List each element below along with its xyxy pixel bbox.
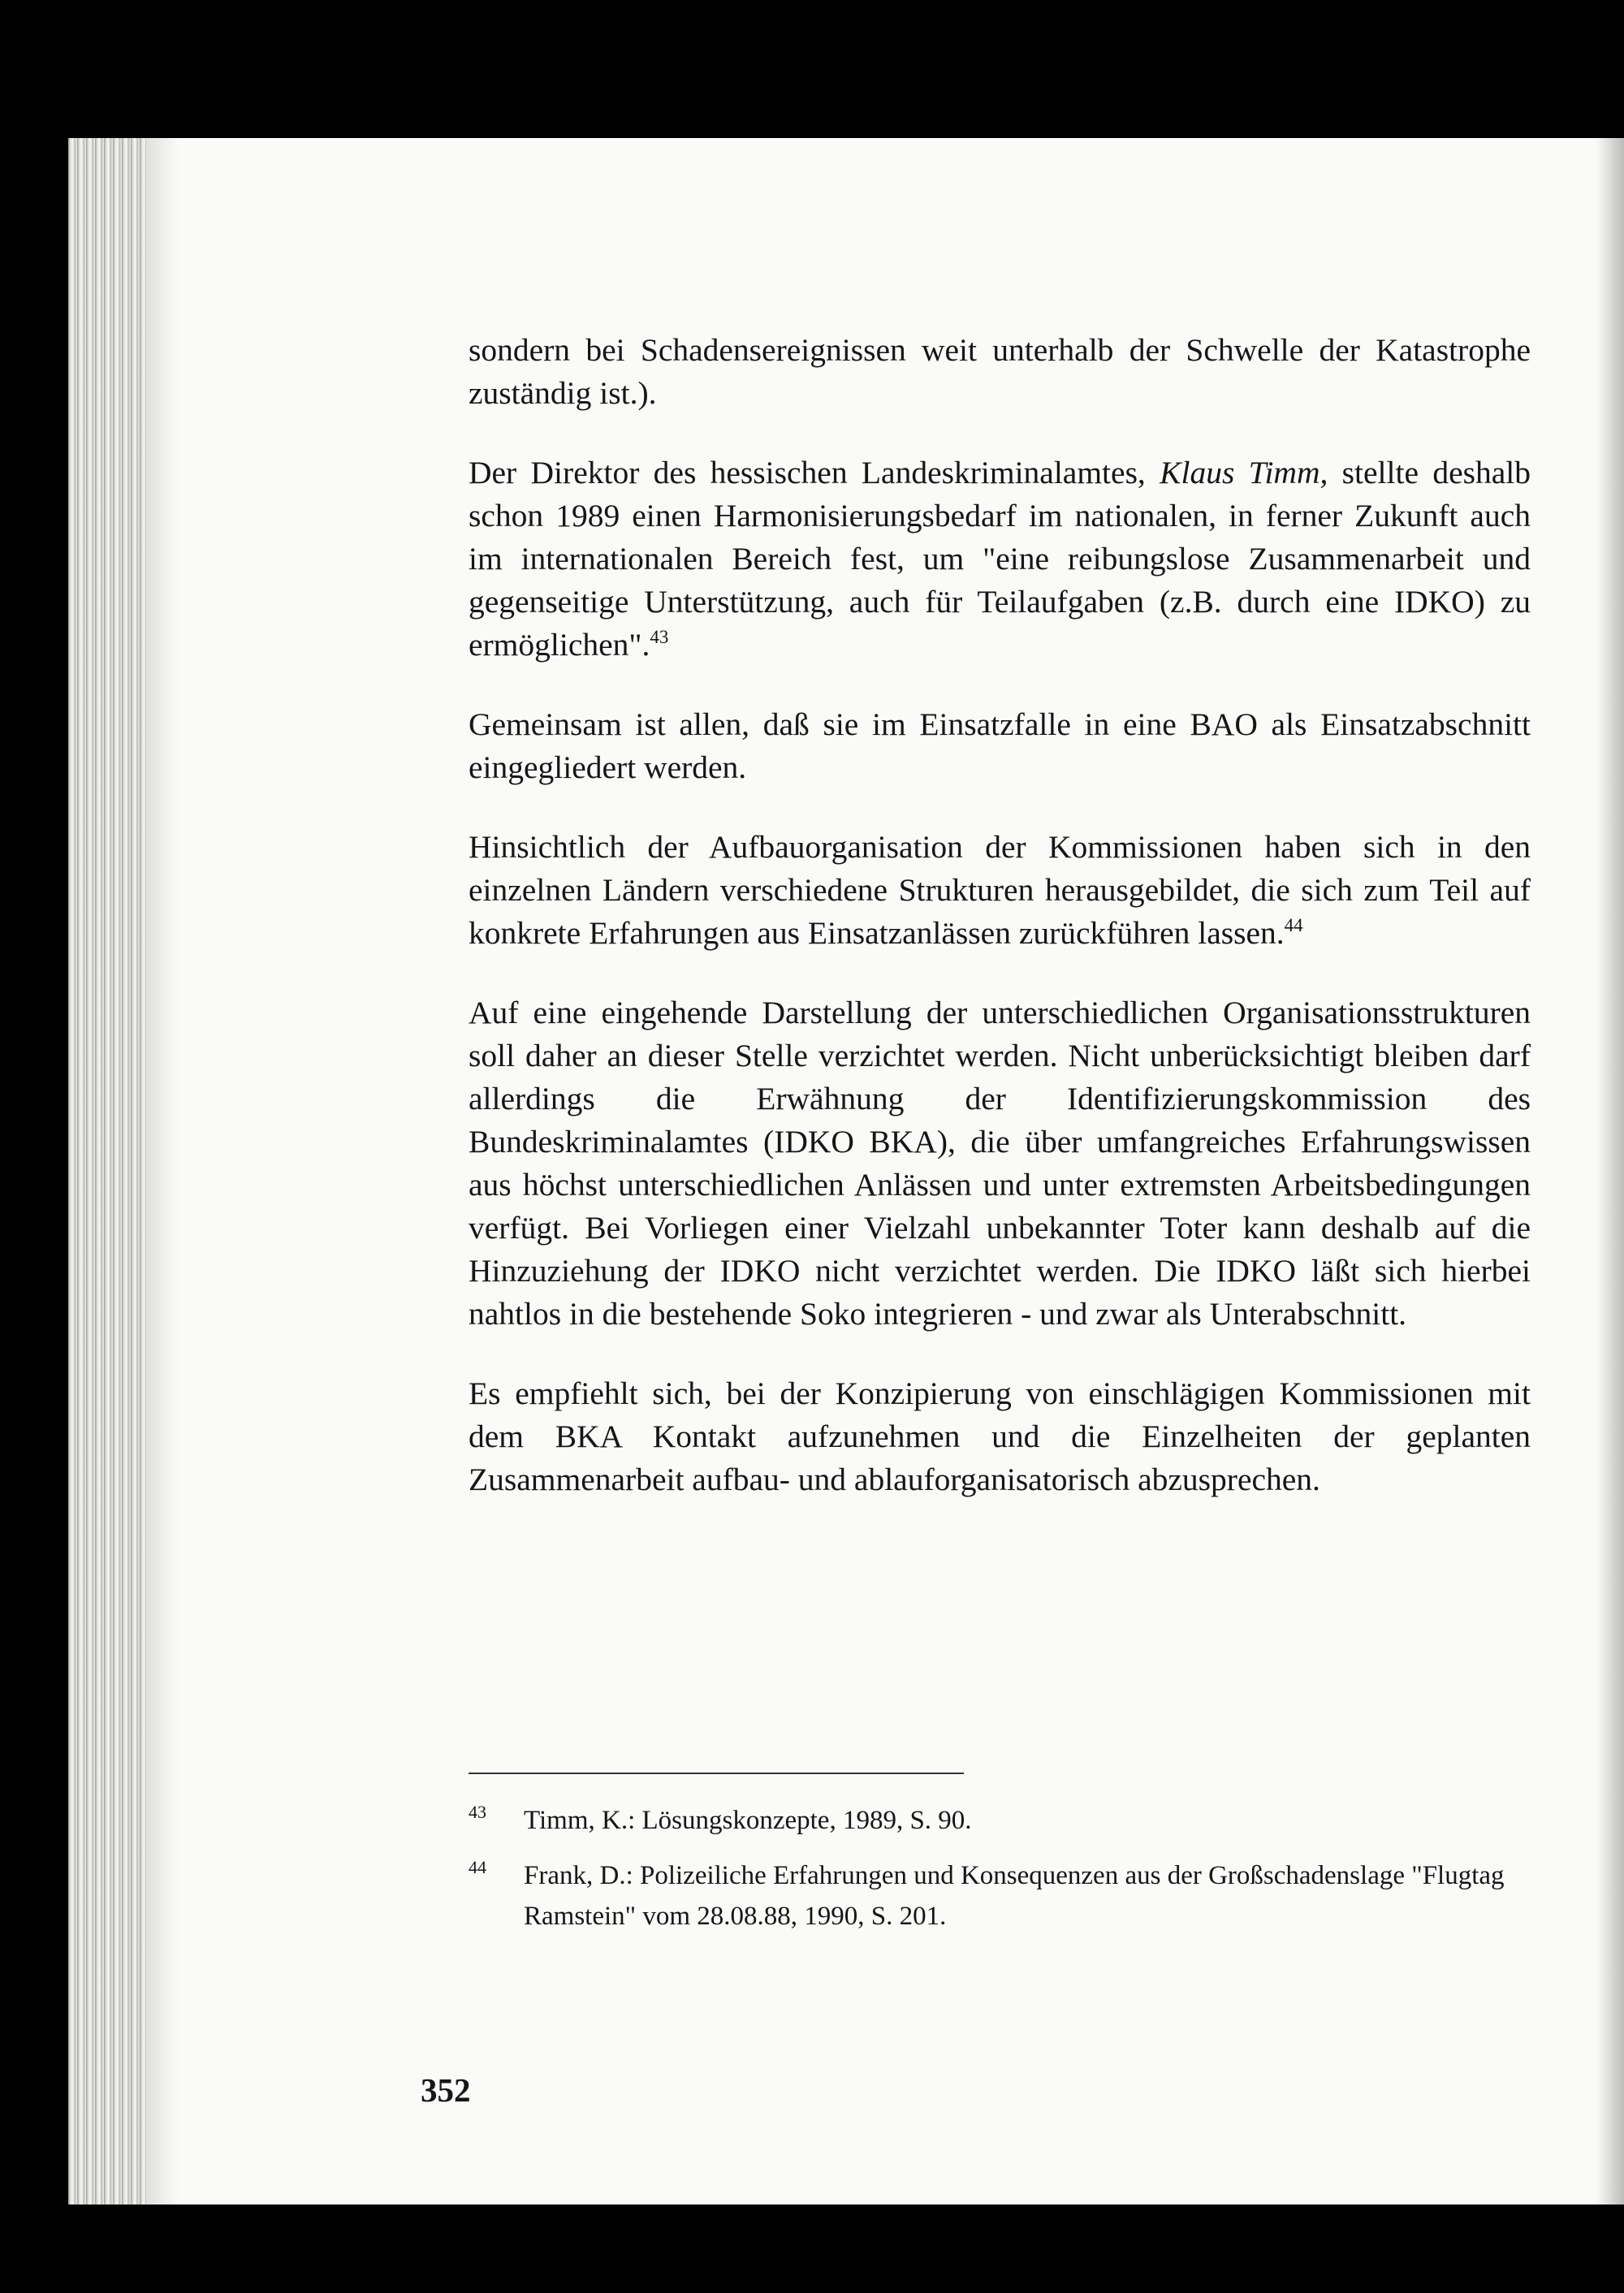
gutter-shadow: [146, 138, 179, 2204]
footnote-text: Timm, K.: Lösungskonzepte, 1989, S. 90.: [524, 1806, 972, 1835]
footnotes: [469, 1800, 1540, 1951]
paragraph-1: sondern bei Schadensereignissen weit unterhalb der Schwelle der Katastrophe zuständig ist.).: [469, 332, 1531, 411]
footnote-text: Frank, D.: Polizeiliche Erfahrungen und Konsequenzen aus der Großschadenslage "Flugtag Ramstein" vom 28.08.88, 1990, S. 201.: [524, 1861, 1505, 1931]
paragraph-4-text: Hinsichtlich der Aufbauorganisation der Kommissionen haben sich in den einzelnen Ländern verschiedene Strukturen herausgebildet, die sich zum Teil auf konkrete Erfahrungen aus Einsatzanlässen zurückführen lassen.: [469, 829, 1531, 951]
right-edge-shadow: [1596, 138, 1624, 2204]
footnote-ref-43: 43: [650, 627, 669, 647]
footnote-ref-44: 44: [1284, 915, 1303, 935]
paragraph-4: [469, 826, 1531, 955]
page-edges: [68, 138, 146, 2204]
footnote-number: 44: [469, 1857, 486, 1877]
page-number: 352: [421, 2071, 471, 2109]
footnote-number: 43: [469, 1802, 486, 1822]
paragraph-2: [469, 451, 1531, 667]
paragraph-5: Auf eine eingehende Darstellung der unterschiedlichen Organisationsstrukturen soll daher an dieser Stelle verzichtet werden. Nicht unberücksichtigt bleiben darf allerdings die Erwähnung der Identifizierungskommission des Bundeskriminalamtes (IDKO BKA), die über umfangreiches Erfahrungswissen aus höchst unterschiedlichen Anlässen und unter extremsten Arbeitsbedingungen verfügt. Bei Vorliegen einer Vielzahl unbekannter Toter kann deshalb auf die Hinzuziehung der IDKO nicht verzichtet werden. Die IDKO läßt sich hierbei nahtlos in die bestehende Soko integrieren - und zwar als Unterabschnitt.: [469, 995, 1531, 1332]
paragraph-2-before: Der Direktor des hessischen Landeskriminalamtes,: [469, 455, 1160, 490]
paragraph-3: Gemeinsam ist allen, daß sie im Einsatzfalle in eine BAO als Einsatzabschnitt eingegliedert werden.: [469, 706, 1531, 785]
footnote-separator: [469, 1773, 964, 1774]
person-name: Klaus Timm,: [1160, 455, 1328, 490]
paragraph-6: Es empfiehlt sich, bei der Konzipierung von einschlägigen Kommissionen mit dem BKA Kontakt aufzunehmen und die Einzelheiten der geplanten Zusammenarbeit aufbau- und ablauforganisatorisch abzusprechen.: [469, 1375, 1531, 1497]
footnote-43: [469, 1800, 1540, 1841]
body-text: [469, 329, 1531, 1538]
footnote-44: [469, 1855, 1540, 1937]
paragraph-2-after: stellte deshalb schon 1989 einen Harmonisierungsbedarf im nationalen, in ferner Zukunft auch im internationalen Bereich fest, um "eine reibungslose Zusammenarbeit und gegenseitige Unterstützung, auch für Teilaufgaben (z.B. durch eine IDKO) zu ermöglichen".: [469, 455, 1531, 663]
